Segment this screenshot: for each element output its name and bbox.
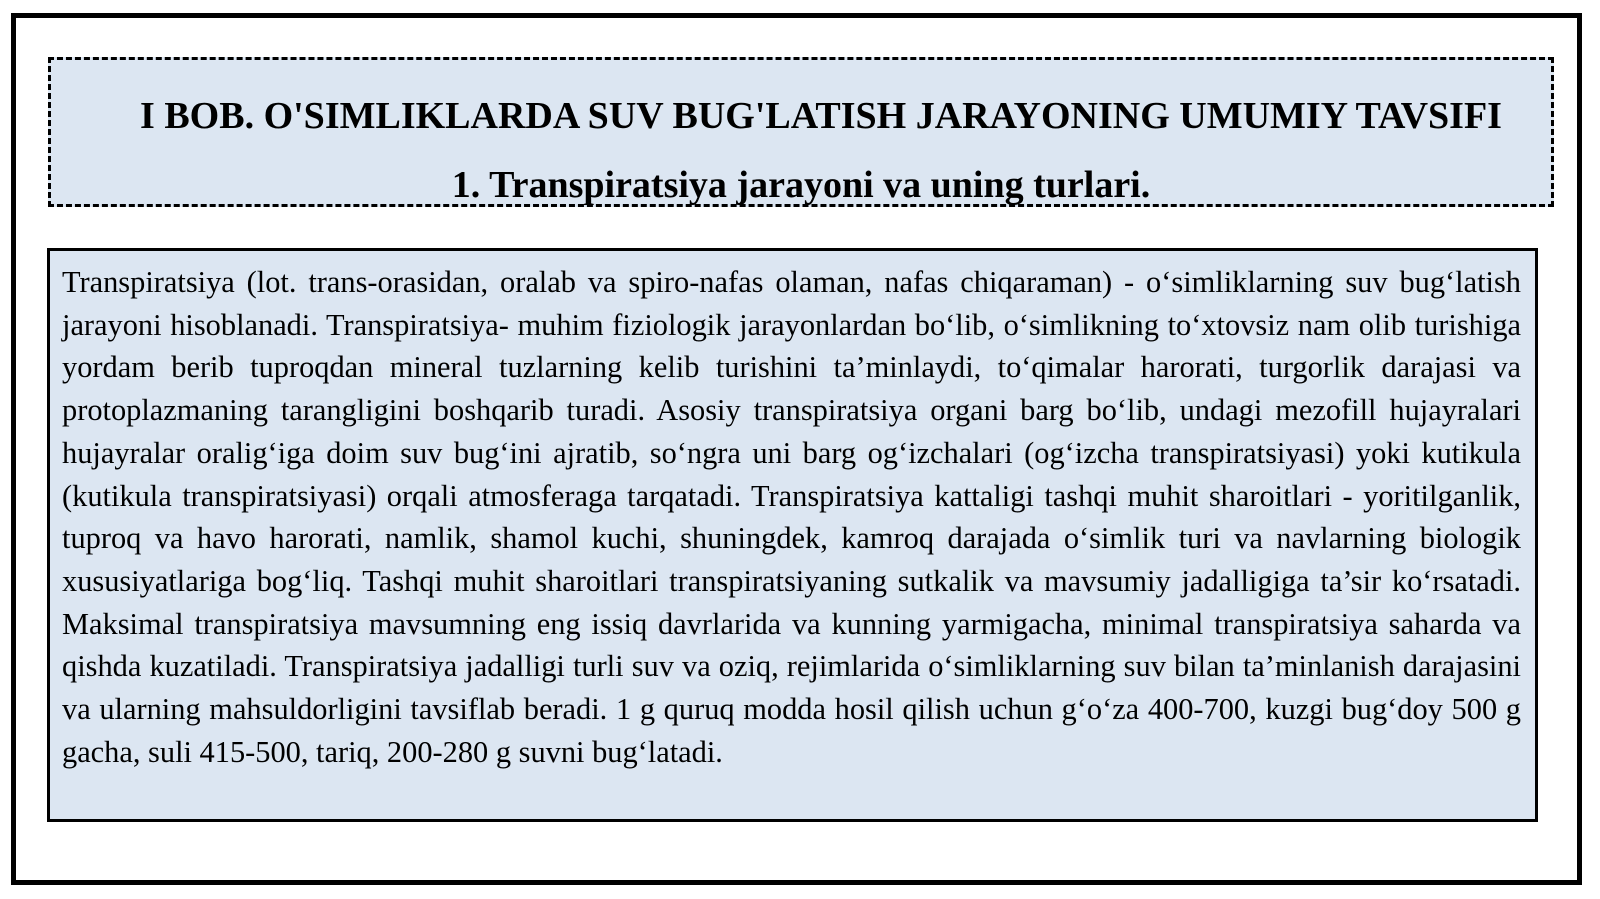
body-paragraph: Transpiratsiya (lot. trans-orasidan, oralab va spiro-nafas olaman, nafas chiqaraman) - o‘simliklarning suv bug‘latish jarayoni hisoblanadi. Transpiratsiya- muhim fiziologik jarayonlardan bo‘lib, o‘simlikning to‘xtovsiz nam olib turishiga yordam berib tuproqdan mineral tuzlarning kelib turishini ta’minlaydi, to‘qimalar harorati, turgorlik darajasi va protoplazmaning tarangligini boshqarib turadi. Asosiy transpiratsiya organi barg bo‘lib, undagi mezofill hujayralari hujayralar oralig‘iga doim suv bug‘ini ajratib, so‘ngra uni barg og‘izchalari (og‘izcha transpiratsiyasi) yoki kutikula (kutikula transpiratsiyasi) orqali atmosferaga tarqatadi. Transpiratsiya kattaligi tashqi muhit sharoitlari - yoritilganlik, tuproq va havo harorati, namlik, shamol kuchi, shuningdek, kamroq darajada o‘simlik turi va navlarning biologik xususiyatlariga bog‘liq. Tashqi muhit sharoitlari transpiratsiyaning sutkalik va mavsumiy jadalligiga ta’sir ko‘rsatadi. Maksimal transpiratsiya mavsumning eng issiq davrlarida va kunning yarmigacha, minimal transpiratsiya saharda va qishda kuzatiladi. Transpiratsiya jadalligi turli suv va oziq, rejimlarida o‘simliklarning suv bilan ta’minlanish darajasini va ularning mahsuldorligini tavsiflab beradi. 1 g quruq modda hosil qilish uchun g‘o‘za 400-700, kuzgi bug‘doy 500 g gacha, suli 415-500, tariq, 200-280 g suvni bug‘latadi. <box>62 265 1521 769</box>
section-title: 1. Transpiratsiya jarayoni va uning turlari. <box>451 164 1151 206</box>
body-text-box <box>47 248 1538 822</box>
title-box <box>48 57 1554 207</box>
chapter-title: I BOB. O'SIMLIKLARDA SUV BUG'LATISH JARAYONING UMUMIY TAVSIFI <box>140 95 1502 137</box>
